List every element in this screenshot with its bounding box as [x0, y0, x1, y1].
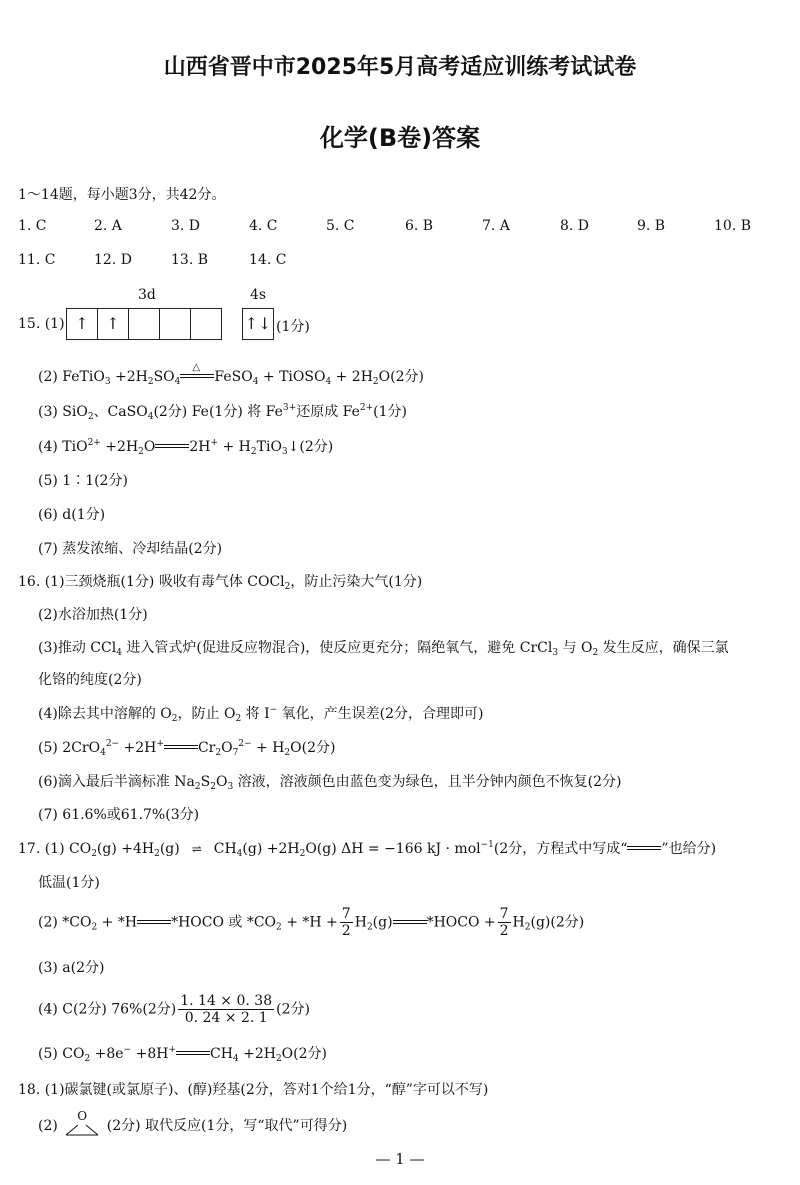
mc-answer: 4. C	[249, 218, 278, 234]
q16-part5: (5) 2CrO$_4^{2-}$ +2H+ $Cr_2O_7^{2-} + H_2O(2$分)	[38, 739, 336, 758]
mc-answer: 14. C	[249, 252, 287, 268]
q16-part1: 16. (1)三颈烧瓶(1分) 吸收有毒气体 COCl$_2$，防止污染大气(1分)	[18, 574, 423, 592]
reversible-arrow: ⇌	[191, 842, 202, 856]
q17-part2: (2) $*CO_2 + *H$ *HOCO 或 $*CO_2 + *H$ + $\frac{7}{2}$ $H_2(g)$ *HOCO + $\frac{7}{2}$ $H_2(g)(2$分)	[38, 906, 585, 939]
orbital-box	[190, 308, 222, 340]
epoxide-structure	[62, 1109, 102, 1137]
q16-part3: (3)推动 CCl$_4$ 进入管式炉(促进反应物混合)，使反应更充分；隔绝氧气，避免 CrCl$_3$ 与 $O_2$ 发生反应，确保三氯	[38, 640, 729, 658]
q16-part7: (7) 61.6%或61.7%(3分)	[38, 807, 200, 823]
equals-sign	[176, 1049, 210, 1059]
orbital-label-3d: 3d	[138, 287, 156, 303]
equals-sign	[137, 918, 171, 928]
orbital-box	[128, 308, 160, 340]
exam-title: 山西省晋中市2025年5月高考适应训练考试试卷	[163, 55, 637, 80]
q16-part3-cont: 化铬的纯度(2分)	[38, 672, 142, 688]
orbital-box	[159, 308, 191, 340]
orbital-box: ↑	[97, 308, 129, 340]
equals-sign: △	[180, 372, 214, 382]
equals-sign	[155, 442, 189, 452]
page-number: — 1 —	[375, 1150, 425, 1168]
mc-answer: 10. B	[714, 218, 752, 234]
orbital-box: ↑	[66, 308, 98, 340]
orbital-label-4s: 4s	[250, 287, 267, 303]
fraction: $\frac{1. 14 \times 0. 38}{0. 24 \times 2. 1}$	[180, 993, 273, 1026]
q15-part5: (5) 1∶1(2分)	[38, 473, 128, 489]
fraction: $\frac{7}{2}$	[499, 906, 509, 939]
q15-part4: (4) $TiO^{2+} +2H_2O$ $2H^+ + H_2TiO_3↓(2$分)	[38, 438, 334, 457]
q15-prefix: 15. (1)	[18, 316, 65, 332]
equals-sign	[627, 844, 661, 854]
q16-part6: (6)滴入最后半滴标准 $Na_2S_2O_3$ 溶液，溶液颜色由蓝色变为绿色，且半分钟内颜色不恢复(2分)	[38, 774, 622, 792]
q15-part6: (6) d(1分)	[38, 507, 106, 523]
orbital-box: ↑↓	[242, 308, 274, 340]
q17-part1: 17. (1) $CO_2(g) +4H_2(g)$ ⇌ $CH_4(g) +2H_2O(g) \Delta H = -166$ kJ · mol$^{-1}$(2分，方程式中写成“ ”也给分)	[18, 840, 717, 859]
epoxide-oxygen: O	[77, 1109, 88, 1123]
mc-answer: 9. B	[637, 218, 666, 234]
mc-answer: 6. B	[405, 218, 434, 234]
mc-answer: 13. B	[171, 252, 209, 268]
q15-score: (1分)	[276, 319, 310, 335]
mc-answer: 2. A	[94, 218, 122, 234]
q15-part7: (7) 蒸发浓缩、冷却结晶(2分)	[38, 541, 223, 557]
q17-part4: (4) C(2分) 76%(2分) $\frac{1. 14 \times 0. 38}{0. 24 \times 2. 1}$ (2分)	[38, 993, 310, 1026]
mc-answer: 11. C	[18, 252, 56, 268]
q18-part2: (2) O (2分) 取代反应(1分，写“取代”可得分)	[38, 1115, 347, 1137]
q16-part4: (4)除去其中溶解的 $O_2$，防止 $O_2$ 将 I− 氧化，产生误差(2分，合理即可)	[38, 705, 484, 724]
q17-part5: (5) $CO_2 +8e^- +8H^+$ $CH_4 +2H_2O(2$分)	[38, 1045, 327, 1064]
q16-part2: (2)水浴加热(1分)	[38, 607, 148, 623]
q15-part2: (2) FeTiO$_3$ $+2H_2SO_4$ △ FeSO$_4$ + TiOSO$_4$ + $2H_2O(2$分)	[38, 362, 424, 387]
mc-answer: 3. D	[171, 218, 201, 234]
equals-sign	[393, 918, 427, 928]
q17-part1-cont: 低温(1分)	[38, 875, 100, 891]
mc-answer: 12. D	[94, 252, 132, 268]
equals-sign	[164, 743, 198, 753]
q17-part3: (3) a(2分)	[38, 960, 105, 976]
mc-answer: 5. C	[326, 218, 355, 234]
q15-part3: (3) SiO$_2$、CaSO$_4$(2分) Fe(1分) 将 $Fe^{3+}$还原成 $Fe^{2+}(1$分)	[38, 403, 408, 422]
q18-part1: 18. (1)碳氯键(或氯原子)、(醇)羟基(2分，答对1个给1分，“醇”字可以不写)	[18, 1082, 489, 1098]
subject-title: 化学(B卷)答案	[319, 124, 481, 152]
mc-answer: 7. A	[482, 218, 510, 234]
mc-answer: 1. C	[18, 218, 47, 234]
mc-intro: 1～14题，每小题3分，共42分。	[18, 187, 226, 203]
mc-answer: 8. D	[560, 218, 590, 234]
fraction: $\frac{7}{2}$	[341, 906, 351, 939]
